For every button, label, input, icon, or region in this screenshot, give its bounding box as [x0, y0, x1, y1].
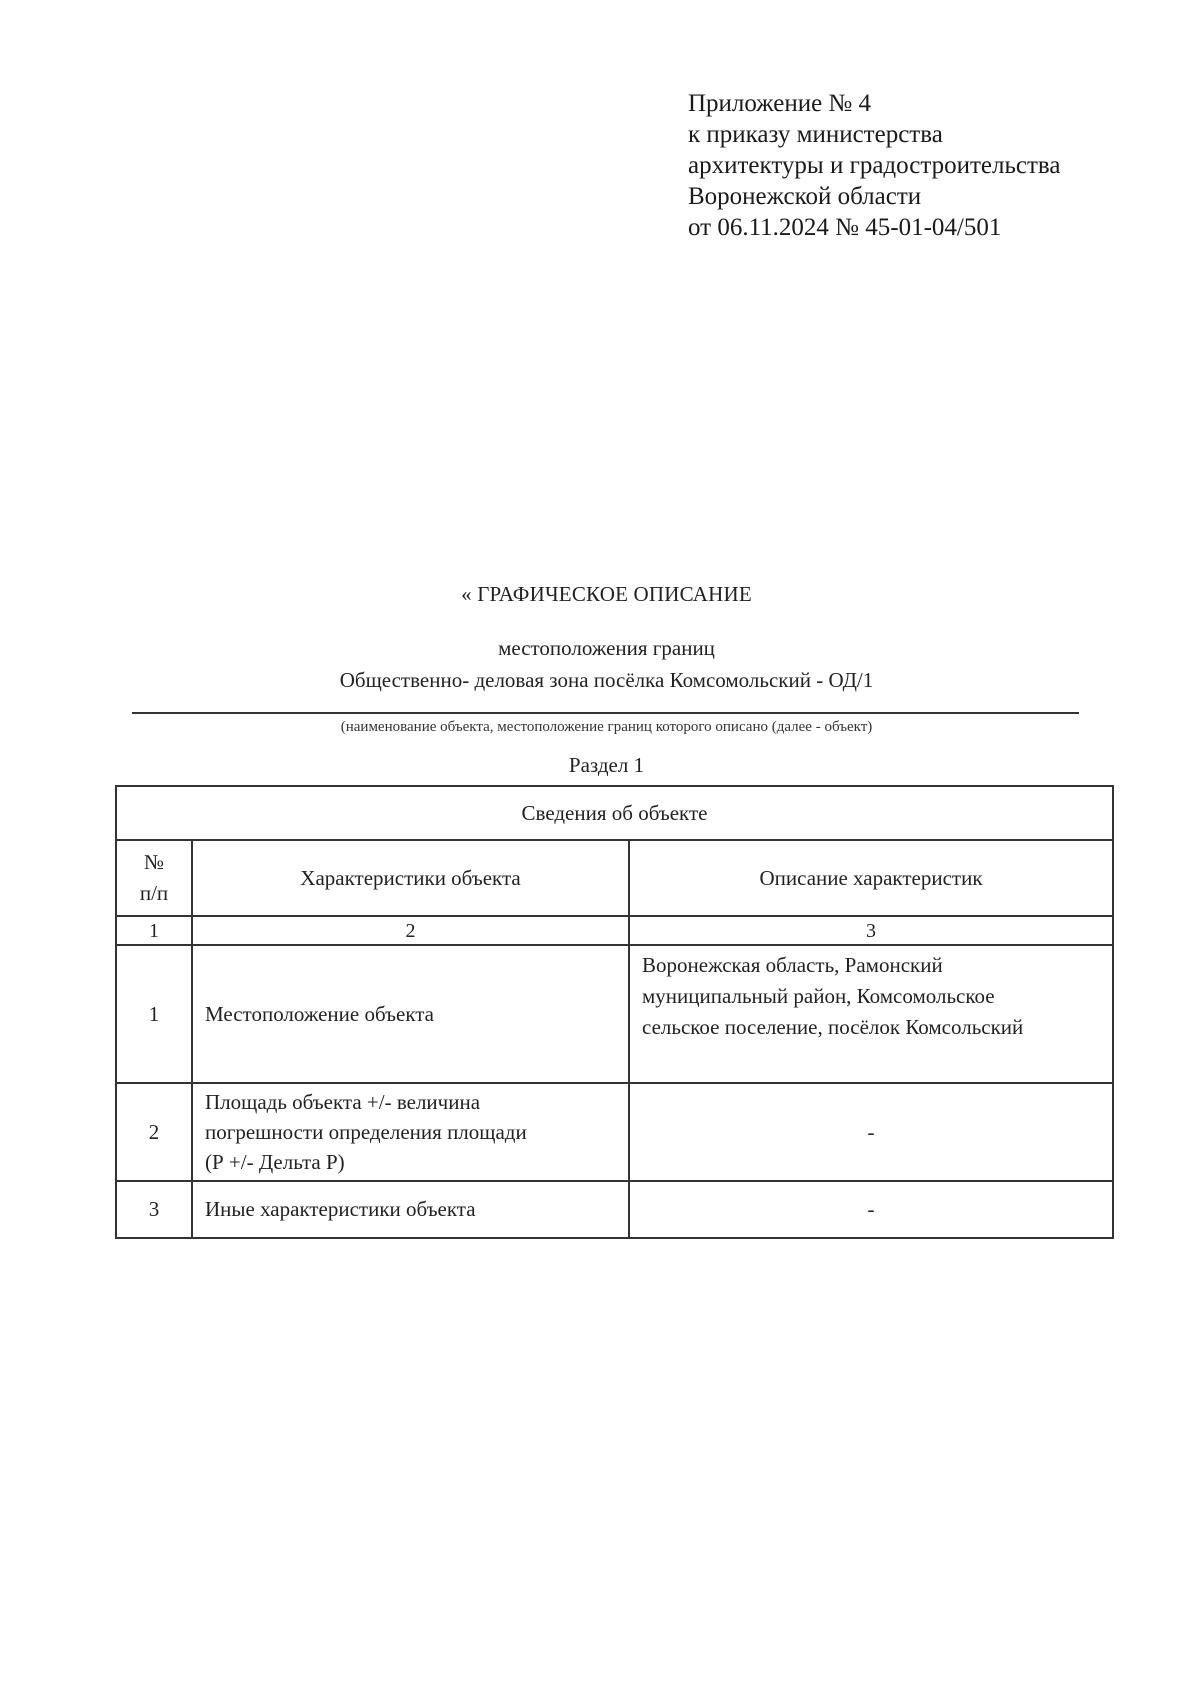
appendix-line: к приказу министерства — [688, 121, 943, 148]
column-header-description: Описание характеристик — [629, 840, 1113, 916]
row-number: 2 — [116, 1083, 192, 1181]
column-number: 1 — [116, 916, 192, 945]
object-name-caption: (наименование объекта, местоположение границ которого описано (далее - объект) — [340, 719, 873, 735]
table-header-row — [116, 786, 1113, 840]
row-description: - — [629, 1083, 1113, 1181]
appendix-line: от 06.11.2024 № 45-01-04/501 — [688, 214, 1002, 241]
column-headers-row — [116, 840, 1113, 916]
document-subtitle: местоположения границ — [498, 636, 715, 660]
row-characteristic: Иные характеристики объекта — [192, 1181, 629, 1238]
underline-rule — [132, 712, 1079, 714]
characteristic-line: погрешности определения площади — [205, 1120, 527, 1144]
appendix-line: Воронежской области — [688, 183, 922, 210]
section-title: Раздел 1 — [568, 753, 645, 777]
table-row — [116, 1083, 1113, 1181]
characteristic-line: Площадь объекта +/- величина — [205, 1090, 481, 1114]
description-line: Воронежская область, Рамонский — [642, 953, 943, 977]
row-number: 1 — [116, 945, 192, 1083]
table-header: Сведения об объекте — [116, 786, 1113, 840]
row-description: - — [629, 1181, 1113, 1238]
description-line: муниципальный район, Комсомольское — [642, 984, 995, 1008]
appendix-line: архитектуры и градостроительства — [688, 152, 1061, 179]
appendix-block — [688, 88, 1060, 243]
object-name: Общественно- деловая зона посёлка Комсомольский - ОД/1 — [339, 668, 874, 692]
column-header-num — [116, 840, 192, 916]
column-number: 2 — [192, 916, 629, 945]
column-header-characteristic: Характеристики объекта — [192, 840, 629, 916]
row-description — [629, 945, 1113, 1083]
row-characteristic — [192, 1083, 629, 1181]
column-header-num-line: № — [143, 850, 165, 874]
table-row — [116, 1181, 1113, 1238]
object-info-table — [115, 785, 1114, 1239]
table-row — [116, 945, 1113, 1083]
column-numbers-row — [116, 916, 1113, 945]
column-number: 3 — [629, 916, 1113, 945]
column-header-num-line: п/п — [139, 881, 169, 905]
row-characteristic: Местоположение объекта — [192, 945, 629, 1083]
description-line: сельское поселение, посёлок Комсольский — [642, 1015, 1024, 1039]
appendix-line: Приложение № 4 — [688, 90, 872, 117]
characteristic-line: (Р +/- Дельта Р) — [205, 1150, 345, 1174]
row-number: 3 — [116, 1181, 192, 1238]
document-title: « ГРАФИЧЕСКОЕ ОПИСАНИЕ — [461, 582, 752, 606]
